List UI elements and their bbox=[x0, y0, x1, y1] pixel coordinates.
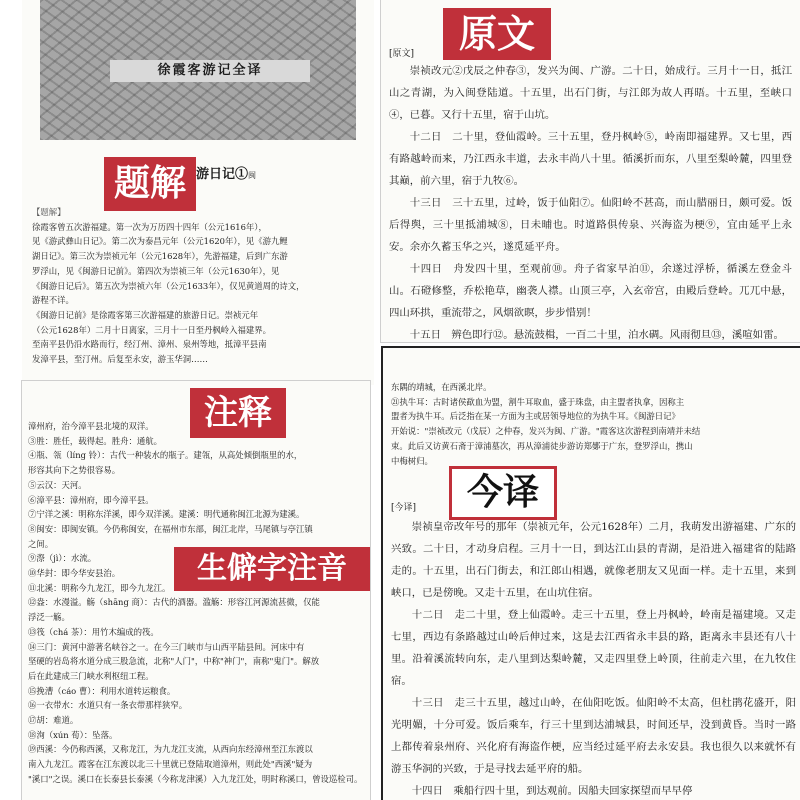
chapter-title-text: 游日记① bbox=[196, 167, 249, 182]
jinyi-notes bbox=[391, 380, 796, 468]
yuanwen-body bbox=[389, 60, 792, 342]
label-jinyi: 今译 bbox=[449, 466, 557, 520]
note-line: 漳州府，治今漳平县北境的双洋。 bbox=[28, 421, 154, 431]
note-line: ⑱洵（xún 荀）：坠落。 bbox=[28, 729, 118, 740]
tijie-line: 发漳平县，至汀州。后复至永安，游玉华洞…… bbox=[32, 354, 208, 365]
yuanwen-paragraph: 十五日 辨色即行⑫。悬流鼓楫，一百二十里，泊水碉。风雨彻旦⑬，溪喧如雷。 bbox=[409, 329, 784, 341]
note-line: ⑥漳平县：漳州府，即今漳平县。 bbox=[28, 494, 154, 505]
tijie-line: 见《游武彝山日记》。第二次为泰昌元年（公元1620年），见《游九鲤 bbox=[32, 236, 288, 247]
note-line: 束。此后又访黄石斋于漳浦墓次，再从漳浦徒步游访郑鄤于广东，登罗浮山，携山 bbox=[391, 440, 693, 451]
note-line: "溪口"之误。溪口在长泰县长泰溪（今称龙津溪）入九龙江处，明时称溪口，曾设巡检司。 bbox=[28, 773, 363, 784]
note-line: ⑪北溪：明称今九龙江，即今九龙江。 bbox=[28, 582, 171, 593]
page-tijie bbox=[22, 0, 374, 385]
tijie-line: 至南平县仍沿水路而行，经汀州、漳州、泉州等地，抵漳平县南 bbox=[32, 339, 267, 350]
note-line: ⑩华封：即今华安县治。 bbox=[28, 568, 121, 579]
tijie-body bbox=[32, 205, 362, 367]
yuanwen-paragraph: 十四日 舟发四十里，至观前⑩。舟子省家早泊⑪，余遂过浮桥，循溪左登金斗山。石磴修整，乔松艳草，幽袭人襟。山顶三亭，入玄帝宫，由殿后登岭。兀兀中悬，四山环拱，重流带之，风烟欲暝，步步惜别！ bbox=[389, 263, 792, 319]
chapter-title bbox=[196, 163, 256, 182]
yuanwen-paragraph: 十三日 三十五里，过岭，饭于仙阳⑦。仙阳岭不甚高，而山腊丽日，颇可爱。饭后得舆，三十里抵浦城⑧，日未晡也。时道路俱传泉、兴海盗为梗⑨，宜由延平上永安。余亦久蓄玉华之兴，遂觅延平舟。 bbox=[389, 197, 792, 253]
page-jinyi bbox=[381, 346, 800, 800]
zhushi-body bbox=[28, 419, 366, 787]
label-yuanwen: 原文 bbox=[443, 8, 551, 60]
note-line: 之间。 bbox=[28, 538, 54, 549]
note-line: 开始说："崇祯改元（戊辰）之仲春，发兴为闽、广游。"霞客这次游程到南靖并未结 bbox=[391, 426, 701, 437]
yuanwen-tag: [原文] bbox=[389, 49, 415, 59]
note-line: ⑯一衣带水：水道只有一条衣带那样狭窄。 bbox=[28, 700, 188, 711]
tijie-line: 游程不详。 bbox=[32, 295, 74, 306]
tijie-tag: 【题解】 bbox=[32, 207, 66, 217]
yuanwen-paragraph: 十二日 二十里，登仙霞岭。三十五里，登丹枫岭⑤，岭南即福建界。又七里，西有路越岭而来，乃江西永丰道，去永丰尚八十里。循溪折而东，八里至梨岭麓，四里登其巅，前六里，宿于九牧⑥。 bbox=[389, 131, 792, 187]
note-line: ㉑执牛耳：古时诸侯歃血为盟，割牛耳取血，盛于珠盘，由主盟者执拿，因称主 bbox=[391, 396, 685, 407]
note-line: ⑤云汉：天河。 bbox=[28, 479, 87, 490]
label-zhushi: 注释 bbox=[190, 388, 286, 438]
note-line: ③胜：胜任，载得起。胜舟：通航。 bbox=[28, 435, 162, 446]
page-yuanwen bbox=[381, 0, 800, 342]
note-line: ⑲西溪：今仍称西溪，又称龙江，为九龙江支流，从西向东经漳州至江东渡以 bbox=[28, 744, 313, 755]
tijie-line: （公元1628年）二月十日离家，三月十一日至丹枫岭入福建界。 bbox=[32, 324, 272, 335]
note-line: ⑦宁洋之溪：明称东洋溪，即今双洋溪。建溪：明代通称闽江北源为建溪。 bbox=[28, 509, 305, 520]
note-line: ⑭三门：黄河中游著名峡谷之一。在今三门峡市与山西平陆县间。河床中有 bbox=[28, 641, 305, 652]
note-line: 东隅的靖城，在西溪北岸。 bbox=[391, 382, 492, 392]
tijie-line: 湖日记》。第三次为崇祯元年（公元1628年），先游福建，后到广东游 bbox=[32, 251, 288, 262]
note-line: 后在此建成三门峡水利枢纽工程。 bbox=[28, 670, 154, 681]
note-line: ⑰胡：难道。 bbox=[28, 715, 79, 726]
page-zhushi bbox=[22, 381, 370, 800]
jinyi-paragraph: 十三日 走三十五里，越过山岭，在仙阳吃饭。仙阳岭不太高，但杜鹃花盛开，阳光明媚，十分可爱。饭后乘车，行三十里到达浦城县，时间还早，没到黄昏。当时一路上都传着泉州府、兴化府有海盗作梗，应当经过延平府去永安县。我也很久以来就怀有游玉华洞的兴致，于是寻找去延平府的船。 bbox=[391, 697, 796, 775]
tijie-line: 徐霞客曾五次游福建。第一次为万历四十四年（公元1616年）， bbox=[32, 221, 267, 232]
note-line: 浮泛一觞。 bbox=[28, 612, 70, 623]
cover-illustration bbox=[40, 0, 356, 140]
tijie-line: 《闽游日记前》是徐霞客第三次游福建的旅游日记。崇祯元年 bbox=[32, 309, 259, 320]
cover-title: 徐霞客游记全译 bbox=[110, 60, 310, 82]
chapter-suffix: 闽 bbox=[248, 171, 257, 180]
note-line: ⑮挽漕（cáo 曹）：利用水道转运粮食。 bbox=[28, 685, 176, 696]
label-shengpizi: 生僻字注音 bbox=[174, 547, 370, 591]
jinyi-paragraph: 十二日 走二十里，登上仙霞岭。走三十五里，登上丹枫岭，岭南是福建境。又走七里，西边有条路越过山岭后伸过来，这是去江西省永丰县的路，距离永丰县还有八十里。沿着溪流转向东，走八里到达梨岭麓，又走四里登上岭顶，往前走六里，在九牧住宿。 bbox=[391, 609, 796, 687]
note-line: 坚硬的岩岛将水道分成三股急流，北称"人门"，中称"神门"，南称"鬼门"。解放 bbox=[28, 656, 320, 667]
note-line: ⑨漈（jì）：水流。 bbox=[28, 553, 97, 564]
note-line: 形容其向下之势很容易。 bbox=[28, 465, 121, 476]
tijie-line: 罗浮山，见《闽游日记前》。第四次为崇祯三年（公元1630年），见 bbox=[32, 265, 280, 276]
note-line: 中梅树归。 bbox=[391, 455, 433, 466]
jinyi-paragraph: 十四日 乘船行四十里，到达观前。因船夫回家探望而早早停 bbox=[411, 785, 693, 797]
note-line: ⑬筏（chá 茶）：用竹木编成的筏。 bbox=[28, 626, 159, 637]
jinyi-tag: [今译] bbox=[391, 503, 417, 513]
note-line: ⑫盎：水漫溢。觞（shāng 商）：古代的酒器。滥觞：形容江河源流甚微，仅能 bbox=[28, 597, 320, 608]
jinyi-body bbox=[391, 516, 796, 800]
jinyi-paragraph: 崇祯皇帝改年号的那年（崇祯元年，公元1628年）二月，我萌发出游福建、广东的兴致。二十日，才动身启程。三月十一日，到达江山县的青湖，是沿进入福建省的陆路走的。十五里，出石门街去，和江郎山相遇，就像老朋友又见面一样。走十五里，来到峡口，已是傍晚。又走十五里，在山坑住宿。 bbox=[391, 521, 796, 599]
yuanwen-paragraph: 崇祯改元②戊辰之仲春③，发兴为闽、广游。二十日，始成行。三月十一日，抵江山之青湖，为入闽登陆道。十五里，出石门街，与江郎为故人再晤。十五里，至峡口④，已暮。又行十五里，宿于山坑。 bbox=[389, 65, 792, 121]
note-line: 南入九龙江。霞客在江东渡以北三十里就已登陆取道漳州，则此处"西溪"疑为 bbox=[28, 759, 313, 770]
note-line: 盟者为执牛耳。后泛指在某一方面为主或居领导地位的为执牛耳。《闽游日记》 bbox=[391, 411, 680, 422]
tijie-line: 《闽游日记后》。第五次为崇祯六年（公元1633年），仅见黄道周的诗文， bbox=[32, 280, 305, 291]
note-line: ⑧闽安：即闽安镇。今仍称闽安，在福州市东部，闽江北岸，马尾镇与亭江镇 bbox=[28, 523, 313, 534]
label-tijie: 题解 bbox=[104, 157, 196, 211]
note-line: ④瓶、瓴（líng 铃）：古代一种装水的瓶子。建瓴，从高处倾倒瓶里的水， bbox=[28, 450, 303, 461]
